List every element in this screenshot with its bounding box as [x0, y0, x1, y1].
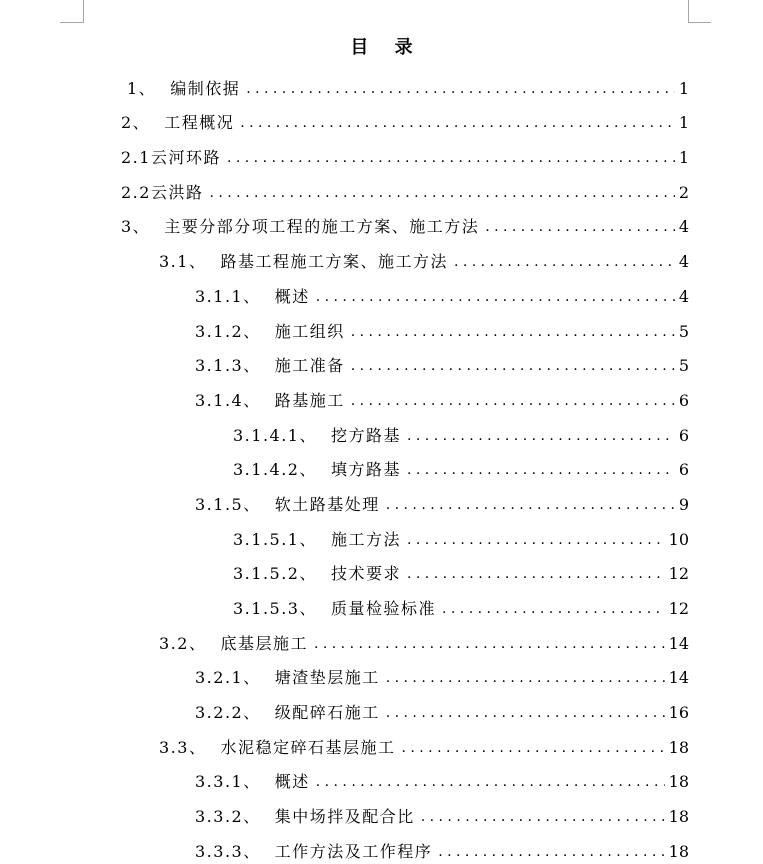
- toc-entry-page-number: 9: [678, 494, 689, 514]
- toc-entry-text: 填方路基: [330, 460, 401, 480]
- toc-entry[interactable]: [0, 376, 763, 411]
- toc-leader-dots: [386, 703, 665, 723]
- toc-entry-number: 3.3.3、: [195, 841, 261, 861]
- toc-entry-number: 3.1.1、: [195, 286, 261, 306]
- toc-entry-text: 集中场拌及配合比: [274, 807, 415, 827]
- toc-entry[interactable]: [0, 550, 763, 585]
- toc-entry-page-number: 2: [678, 182, 689, 202]
- toc-entry[interactable]: [0, 203, 763, 238]
- toc-leader-dots: [407, 530, 665, 550]
- toc-entry-number: 1、: [127, 78, 157, 98]
- toc-entry-text: 云河环路: [150, 148, 221, 168]
- toc-leader-dots: [485, 217, 675, 237]
- toc-entry-page-number: 18: [668, 772, 689, 792]
- toc-entry-text: 云洪路: [150, 182, 204, 202]
- toc-entry-page-number: 16: [668, 703, 689, 723]
- toc-entry-number: 3.3、: [159, 737, 207, 757]
- toc-entry-text: 施工准备: [274, 356, 345, 376]
- toc-entry[interactable]: [0, 272, 763, 307]
- toc-leader-dots: [386, 495, 675, 515]
- toc-entry[interactable]: [0, 688, 763, 723]
- toc-entry-page-number: 10: [668, 529, 689, 549]
- toc-entry-number: 3.1、: [159, 252, 207, 272]
- toc-entry-text: 软土路基处理: [274, 494, 380, 514]
- toc-entry-number: 3、: [121, 217, 151, 237]
- toc-entry-number: 3.2.1、: [195, 668, 261, 688]
- toc-leader-dots: [314, 634, 665, 654]
- toc-entry-number: 3.3.2、: [195, 807, 261, 827]
- toc-entry[interactable]: [0, 654, 763, 689]
- toc-entry[interactable]: [0, 723, 763, 758]
- toc-entry-text: 概述: [274, 772, 310, 792]
- toc-entry[interactable]: [0, 133, 763, 168]
- toc-leader-dots: [401, 738, 664, 758]
- toc-entry[interactable]: [0, 99, 763, 134]
- toc-entry-number: 3.1.2、: [195, 321, 261, 341]
- toc-entry-number: 3.1.5、: [195, 494, 261, 514]
- toc-entry[interactable]: [0, 619, 763, 654]
- toc-leader-dots: [351, 391, 675, 411]
- toc-leader-dots: [316, 287, 675, 307]
- toc-entry-text: 施工方法: [330, 529, 401, 549]
- toc-entry-text: 工程概况: [164, 113, 235, 133]
- toc-entry-page-number: 18: [668, 737, 689, 757]
- toc-entry-number: 3.1.4.1、: [233, 425, 317, 445]
- toc-entry-number: 2.2: [121, 182, 151, 202]
- toc-entry-number: 3.1.5.2、: [233, 564, 317, 584]
- toc-leader-dots: [407, 460, 675, 480]
- toc-leader-dots: [442, 599, 665, 619]
- toc-leader-dots: [438, 842, 664, 862]
- toc-entry-number: 3.1.4.2、: [233, 460, 317, 480]
- toc-leader-dots: [351, 356, 675, 376]
- toc-entry-text: 施工组织: [274, 321, 345, 341]
- toc-entry-text: 挖方路基: [330, 425, 401, 445]
- toc-entry-text: 质量检验标准: [330, 599, 436, 618]
- toc-entry[interactable]: [0, 307, 763, 342]
- toc-entry-number: 2、: [121, 113, 151, 133]
- toc-leader-dots: [316, 772, 665, 792]
- toc-entry-text: 主要分部分项工程的施工方案、施工方法: [164, 217, 480, 237]
- toc-entry[interactable]: [0, 758, 763, 793]
- toc-leader-dots: [407, 426, 675, 446]
- toc-entry-number: 3.1.5.3、: [233, 599, 317, 618]
- toc-entry-page-number: 18: [668, 807, 689, 827]
- toc-entry-page-number: 12: [668, 564, 689, 584]
- toc-entry-number: 3.2、: [159, 633, 207, 653]
- toc-leader-dots: [407, 564, 665, 584]
- toc-leader-dots: [209, 183, 674, 203]
- toc-entry[interactable]: [0, 480, 763, 515]
- toc-entry-page-number: 1: [678, 148, 689, 168]
- toc-leader-dots: [454, 252, 675, 272]
- crop-mark-top-left: [60, 0, 84, 23]
- toc-entry-page-number: 1: [678, 78, 689, 98]
- toc-entry-page-number: 14: [668, 668, 689, 688]
- toc-leader-dots: [246, 79, 675, 99]
- toc-entry-number: 3.1.5.1、: [233, 529, 317, 549]
- toc-entry[interactable]: [0, 584, 763, 619]
- toc-entry-number: 2.1: [121, 148, 151, 168]
- toc-leader-dots: [386, 668, 665, 688]
- toc-entry-page-number: 4: [678, 252, 689, 272]
- toc-entry-text: 底基层施工: [220, 633, 308, 653]
- toc-entry-text: 路基工程施工方案、施工方法: [220, 252, 448, 272]
- toc-entry[interactable]: [0, 168, 763, 203]
- toc-entry-number: 3.1.3、: [195, 356, 261, 376]
- toc-entry-page-number: 14: [668, 633, 689, 653]
- toc-entry[interactable]: [0, 411, 763, 446]
- toc-leader-dots: [227, 148, 675, 168]
- toc-entry-page-number: 18: [668, 841, 689, 861]
- toc-entry[interactable]: [0, 342, 763, 377]
- toc-entry-page-number: 5: [678, 356, 689, 376]
- toc-title: 目 录: [350, 37, 423, 58]
- toc-entry[interactable]: [0, 446, 763, 481]
- toc-entry-number: 3.3.1、: [195, 772, 261, 792]
- table-of-contents: [0, 64, 763, 862]
- toc-entry-text: 路基施工: [274, 390, 345, 410]
- toc-entry-text: 塘渣垫层施工: [274, 668, 380, 688]
- toc-entry-text: 级配碎石施工: [274, 703, 380, 723]
- toc-entry[interactable]: [0, 792, 763, 827]
- toc-entry-text: 工作方法及工作程序: [274, 841, 433, 861]
- toc-entry-number: 3.1.4、: [195, 390, 261, 410]
- toc-entry[interactable]: [0, 515, 763, 550]
- toc-entry[interactable]: [0, 237, 763, 272]
- toc-entry-page-number: 4: [678, 217, 689, 237]
- toc-leader-dots: [240, 113, 675, 133]
- toc-entry[interactable]: [0, 827, 763, 862]
- toc-leader-dots: [421, 807, 665, 827]
- toc-entry-text: 概述: [274, 286, 310, 306]
- toc-entry-page-number: 5: [678, 321, 689, 341]
- toc-entry-text: 编制依据: [170, 78, 241, 98]
- toc-entry-page-number: 12: [668, 599, 689, 618]
- toc-leader-dots: [351, 322, 675, 342]
- toc-entry-page-number: 6: [678, 460, 689, 480]
- toc-entry-page-number: 6: [678, 390, 689, 410]
- toc-entry-page-number: 4: [678, 286, 689, 306]
- toc-entry[interactable]: [0, 64, 763, 99]
- toc-entry-page-number: 1: [678, 113, 689, 133]
- toc-entry-page-number: 6: [678, 425, 689, 445]
- toc-entry-number: 3.2.2、: [195, 703, 261, 723]
- toc-entry-text: 技术要求: [330, 564, 401, 584]
- crop-mark-top-right: [688, 0, 711, 23]
- toc-entry-text: 水泥稳定碎石基层施工: [220, 737, 396, 757]
